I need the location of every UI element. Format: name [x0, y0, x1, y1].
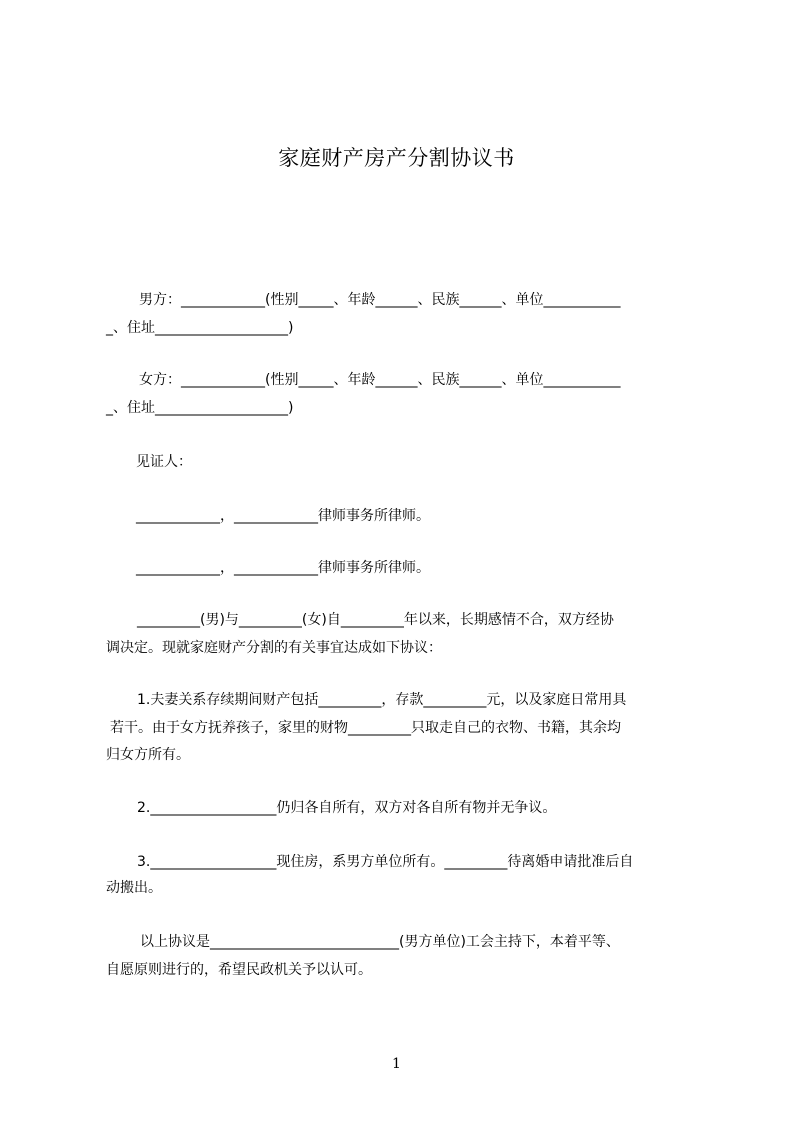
- intro-paragraph-line-1: _________(男)与_________(女)自_________年以来，长期感情不合，双方经协: [137, 612, 614, 628]
- clause-1-line-2: 若干。由于女方抚养孩子，家里的财物_________只取走自己的衣物、书籍，其余均: [110, 720, 621, 736]
- witness-line-1: ____________，____________律师事务所律师。: [136, 508, 430, 524]
- female-party-line-2: _、住址___________________): [106, 400, 294, 416]
- clause-1-line-3: 归女方所有。: [106, 747, 190, 763]
- witness-heading: 见证人：: [136, 454, 192, 470]
- intro-paragraph-line-2: 调决定。现就家庭财产分割的有关事宜达成如下协议：: [106, 640, 442, 656]
- male-party-line-1: 男方：____________(性别_____、年龄______、民族______、单位___________: [139, 292, 621, 308]
- closing-paragraph-line-2: 自愿原则进行的，希望民政机关予以认可。: [106, 962, 372, 978]
- document-title: 家庭财产房产分割协议书: [278, 146, 515, 170]
- female-party-line-1: 女方：____________(性别_____、年龄______、民族______、单位___________: [139, 372, 621, 388]
- clause-3-line-2: 动搬出。: [106, 880, 162, 896]
- witness-line-2: ____________，____________律师事务所律师。: [136, 560, 430, 576]
- clause-3-line-1: 3.__________________现住房，系男方单位所有。_________待离婚申请批准后自: [137, 854, 634, 870]
- clause-1-line-1: 1.夫妻关系存续期间财产包括_________，存款_________元，以及家庭日常用具: [137, 692, 627, 708]
- page-number: 1: [392, 1056, 401, 1072]
- clause-2-line-1: 2.__________________仍归各自所有，双方对各自所有物并无争议。: [137, 800, 557, 816]
- male-party-line-2: _、住址___________________): [106, 320, 294, 336]
- closing-paragraph-line-1: 以上协议是___________________________(男方单位)工会主持下，本着平等、: [140, 934, 620, 950]
